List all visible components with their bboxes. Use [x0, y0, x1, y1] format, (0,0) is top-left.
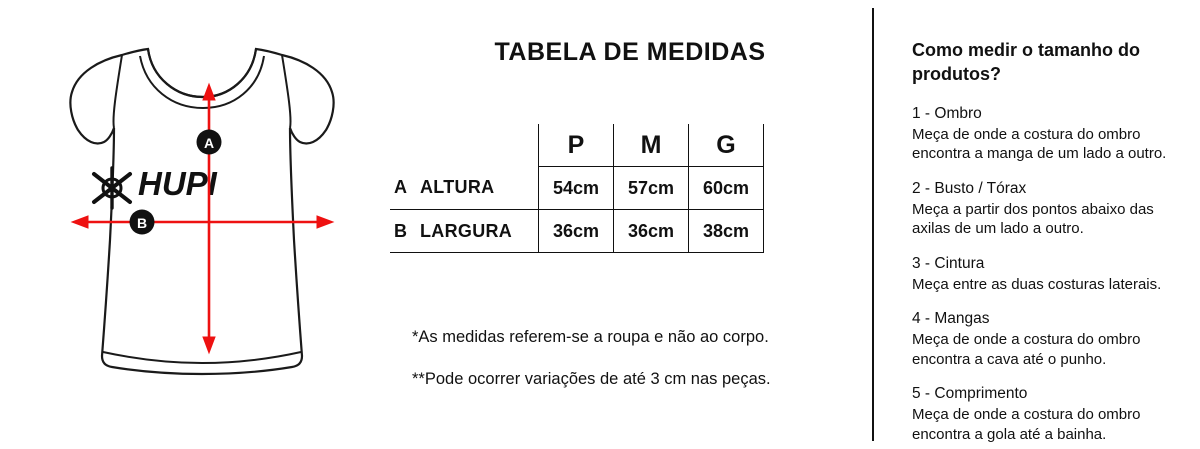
- row-label-largura: [390, 210, 539, 253]
- cell-largura-p: 36cm: [539, 210, 614, 253]
- how-to-measure-panel: [870, 0, 1200, 449]
- note-1: *As medidas referem-se a roupa e não ao corpo.: [412, 328, 769, 346]
- howto-item-cintura: [912, 255, 1170, 295]
- row-letter-a: A: [394, 177, 408, 198]
- howto-text-5: Meça de onde a costura do ombro encontra a gola até a bainha.: [912, 406, 1141, 443]
- marker-b-label: B: [136, 215, 148, 231]
- row-name-b: LARGURA: [420, 220, 513, 241]
- column-header-m: M: [614, 124, 689, 167]
- howto-heading-1: 1 - Ombro: [912, 104, 982, 122]
- column-header-g: G: [689, 124, 764, 167]
- measurements-table-panel: [390, 0, 870, 449]
- howto-heading-5: 5 - Comprimento: [912, 385, 1028, 403]
- cell-altura-m: 57cm: [614, 167, 689, 210]
- column-header-p: P: [539, 124, 614, 167]
- howto-heading-3: 3 - Cintura: [912, 254, 985, 272]
- howto-text-2: Meça a partir dos pontos abaixo das axilas de um lado a outro.: [912, 200, 1154, 238]
- row-name-a: ALTURA: [420, 177, 495, 198]
- howto-item-ombro: [912, 105, 1170, 164]
- brand-wordmark: HUPI: [138, 165, 217, 202]
- cell-largura-m: 36cm: [614, 210, 689, 253]
- tank-top-diagram: [0, 0, 390, 449]
- page-title: TABELA DE MEDIDAS: [494, 38, 766, 66]
- table-header-row: [390, 124, 764, 167]
- table-row: [390, 167, 764, 210]
- table-row: [390, 210, 764, 253]
- howto-item-busto: [912, 180, 1170, 239]
- row-letter-b: B: [394, 220, 408, 241]
- howto-text-1: Meça de onde a costura do ombro encontra a manga de um lado a outro.: [912, 125, 1167, 163]
- howto-heading-4: 4 - Mangas: [912, 310, 990, 328]
- howto-text-3: Meça entre as duas costuras laterais.: [912, 275, 1162, 293]
- howto-heading-2: 2 - Busto / Tórax: [912, 179, 1027, 197]
- cell-largura-g: 38cm: [689, 210, 764, 253]
- garment-illustration-panel: [0, 0, 390, 449]
- marker-a-label: A: [203, 135, 215, 151]
- how-to-measure-title: Como medir o tamanho do produtos?: [912, 40, 1141, 85]
- cell-altura-g: 60cm: [689, 167, 764, 210]
- howto-item-mangas: [912, 310, 1170, 369]
- measurements-table: [390, 124, 764, 253]
- row-label-altura: [390, 167, 539, 210]
- cell-altura-p: 54cm: [539, 167, 614, 210]
- table-corner-cell: [390, 124, 539, 167]
- howto-item-comprimento: [912, 385, 1170, 444]
- note-2: **Pode ocorrer variações de até 3 cm nas peças.: [412, 370, 771, 389]
- howto-text-4: Meça de onde a costura do ombro encontra a cava até o punho.: [912, 331, 1141, 368]
- table-notes: [412, 326, 852, 411]
